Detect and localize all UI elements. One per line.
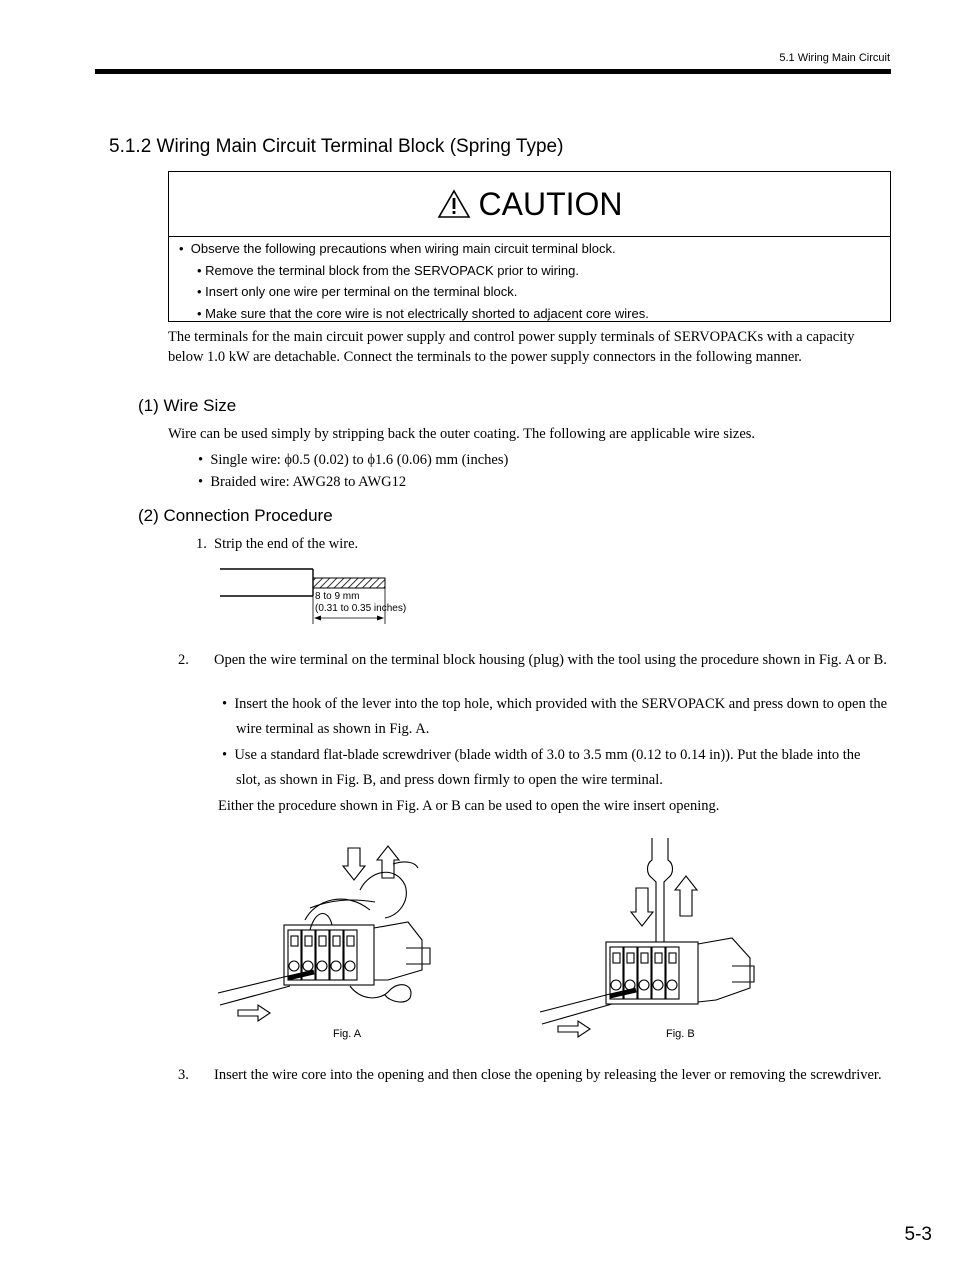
step-text: Strip the end of the wire.: [214, 536, 359, 552]
running-header: 5.1 Wiring Main Circuit: [779, 52, 890, 64]
warning-triangle-icon: [437, 189, 471, 219]
caution-sub-text: Insert only one wire per terminal on the terminal block.: [205, 284, 518, 299]
fig-b-label: Fig. B: [666, 1028, 695, 1040]
caution-main-text: Observe the following precautions when wiring main circuit terminal block.: [190, 241, 616, 256]
step-text: Open the wire terminal on the terminal block housing (plug) with the tool using the procedure shown in Fig. A or B.: [214, 652, 887, 668]
fig-b-drawing: [540, 838, 754, 1040]
list-item-text: Single wire: ϕ0.5 (0.02) to ϕ1.6 (0.06) mm (inches): [210, 452, 509, 468]
procedure-heading: (2) Connection Procedure: [138, 506, 333, 525]
caution-sub-item: • Remove the terminal block from the SERVOPACK prior to wiring.: [197, 262, 579, 278]
procedure-note: Either the procedure shown in Fig. A or B can be used to open the wire insert opening.: [218, 798, 720, 814]
list-item-text: Use a standard flat-blade screwdriver (blade width of 3.0 to 3.5 mm (0.12 to 0.14 in)). Put the blade into the slot, as shown in Fig. B, and press down firmly to open the wire terminal.: [234, 747, 861, 788]
page-number: 5-3: [904, 1224, 932, 1245]
header-rule: [95, 69, 891, 74]
caution-sub-item: • Insert only one wire per terminal on the terminal block.: [197, 284, 518, 299]
caution-box: [168, 171, 891, 322]
wire-strip-diagram: [218, 562, 438, 632]
list-item: • Use a standard flat-blade screwdriver (blade width of 3.0 to 3.5 mm (0.12 to 0.14 in)). Put the blade into the slot, as shown in Fig. B, and press down firmly to open the wire terminal.: [222, 747, 861, 788]
strip-length-inches-label: (0.31 to 0.35 inches): [315, 603, 407, 614]
step-number: 2.: [178, 652, 189, 668]
step-1: [196, 535, 358, 555]
step-2: [178, 651, 910, 671]
list-item-text: Braided wire: AWG28 to AWG12: [210, 474, 407, 490]
caution-sub-text: Make sure that the core wire is not electrically shorted to adjacent core wires.: [205, 305, 649, 321]
strip-length-label: 8 to 9 mm: [315, 591, 360, 602]
list-item: • Single wire: ϕ0.5 (0.02) to ϕ1.6 (0.06) mm (inches): [198, 452, 509, 468]
figures-a-b: [210, 830, 770, 1045]
wire-size-paragraph: Wire can be used simply by stripping back the outer coating. The following are applicable wire sizes.: [168, 426, 756, 442]
step-number: 1.: [196, 536, 207, 552]
wire-strip-figure: [218, 562, 438, 632]
intro-paragraph: The terminals for the main circuit power supply and control power supply terminals of SERVOPACKs with a capacity below 1.0 kW are detachable. Connect the terminals to the power supply connectors in the following manner.: [168, 329, 855, 365]
wire-size-list: [198, 449, 508, 493]
step-3: [178, 1066, 910, 1086]
step-number: 3.: [178, 1067, 189, 1083]
caution-body: [179, 238, 649, 324]
list-item-text: Insert the hook of the lever into the top hole, which provided with the SERVOPACK and press down to open the wire terminal as shown in Fig. A.: [234, 696, 888, 737]
list-item: • Braided wire: AWG28 to AWG12: [198, 474, 407, 490]
caution-label: CAUTION: [478, 185, 623, 222]
fig-a-drawing: [218, 846, 430, 1040]
caution-main-item: • Observe the following precautions when wiring main circuit terminal block.: [179, 241, 616, 256]
caution-header: [169, 172, 890, 237]
list-item: • Insert the hook of the lever into the top hole, which provided with the SERVOPACK and press down to open the wire terminal as shown in Fig. A.: [222, 696, 888, 737]
step-2-bullets: [222, 692, 888, 792]
fig-a-label: Fig. A: [333, 1028, 362, 1040]
caution-sub-text: Remove the terminal block from the SERVOPACK prior to wiring.: [205, 262, 579, 278]
lever-screwdriver-illustration: [210, 830, 770, 1045]
caution-sub-item: • Make sure that the core wire is not electrically shorted to adjacent core wires.: [197, 305, 649, 321]
section-title: 5.1.2 Wiring Main Circuit Terminal Block (Spring Type): [109, 136, 564, 157]
wire-size-heading: (1) Wire Size: [138, 396, 237, 415]
step-text: Insert the wire core into the opening and then close the opening by releasing the lever or removing the screwdriver.: [214, 1067, 882, 1083]
